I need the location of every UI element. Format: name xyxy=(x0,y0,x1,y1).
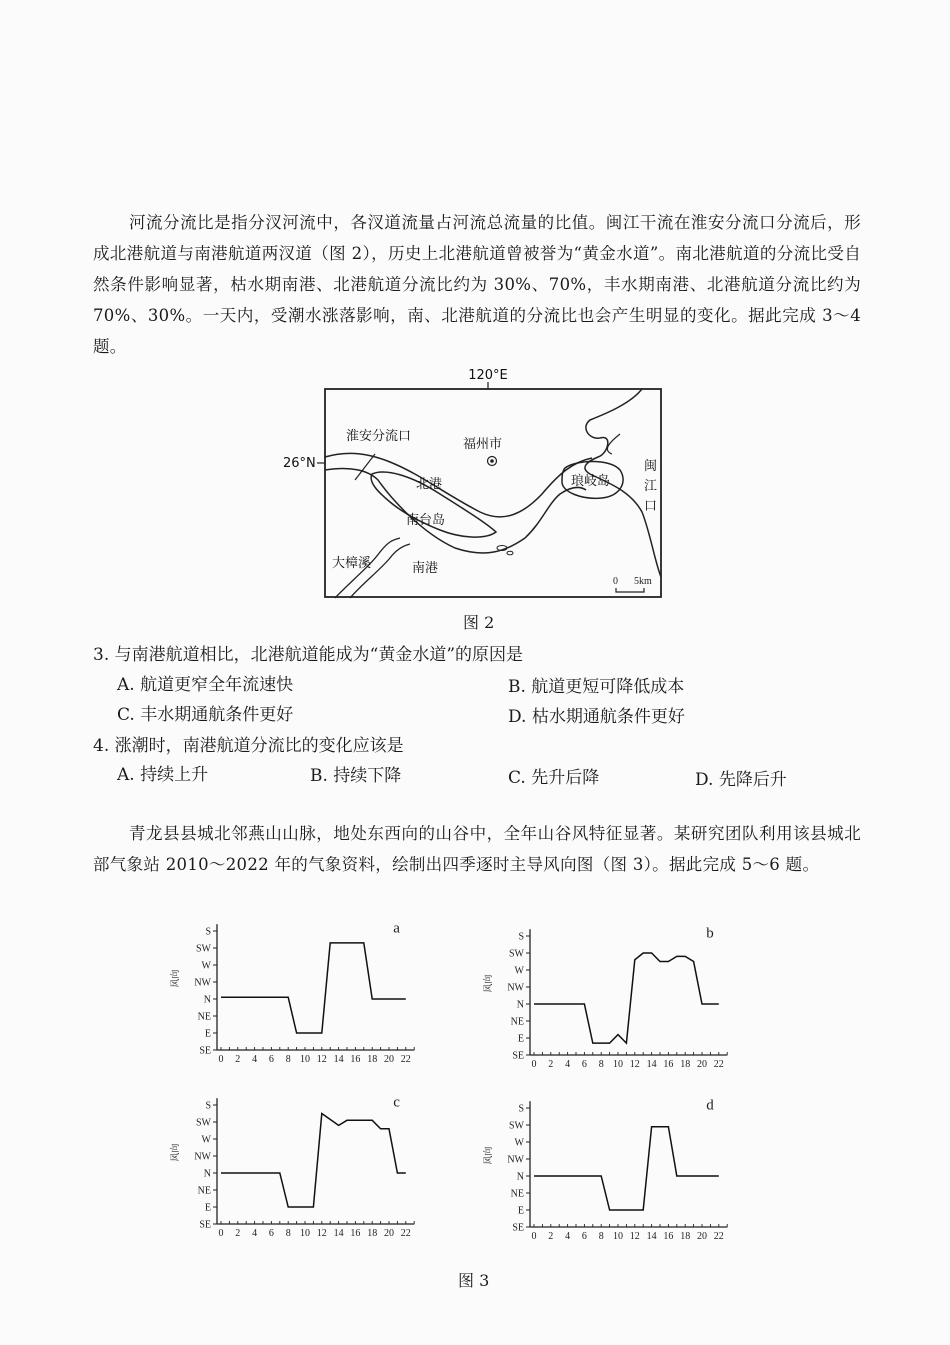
wind-chart-a xyxy=(165,912,455,1077)
x-tick-label: 12 xyxy=(316,1054,327,1065)
wind-chart-c xyxy=(165,1086,455,1251)
x-tick-label: 18 xyxy=(367,1054,378,1065)
x-tick-label: 22 xyxy=(400,1228,411,1239)
x-tick-label: 6 xyxy=(581,1059,587,1070)
huaian-label: 淮安分流口 xyxy=(346,429,412,444)
x-tick-label: 20 xyxy=(384,1054,394,1065)
panel-letter: d xyxy=(706,1097,714,1114)
minjiang-label-1: 闽 xyxy=(644,459,658,474)
x-tick-label: 18 xyxy=(680,1231,691,1242)
q4-option-d[interactable]: D. 先降后升 xyxy=(695,770,787,790)
q3-option-b[interactable]: B. 航道更短可降低成本 xyxy=(508,677,685,697)
passage-2-text: 青龙县县城北邻燕山山脉，地处东西向的山谷中，全年山谷风特征显著。某研究团队利用该县城北部气象站 2010～2022 年的气象资料，绘制出四季逐时主导风向图（图 3）。据此完成 5～6 题。 xyxy=(93,824,861,874)
passage-1 xyxy=(93,207,861,362)
x-tick-label: 0 xyxy=(218,1228,224,1239)
y-tick-label: NE xyxy=(510,1016,524,1028)
x-tick-label: 12 xyxy=(629,1059,640,1070)
scale-zero: 0 xyxy=(613,576,618,587)
y-tick-label: SE xyxy=(512,1050,524,1062)
x-tick-label: 8 xyxy=(285,1228,291,1239)
x-tick-label: 4 xyxy=(252,1054,258,1065)
y-tick-label: W xyxy=(201,1134,211,1146)
x-tick-label: 14 xyxy=(646,1059,657,1070)
wind-chart-b xyxy=(478,917,768,1082)
y-tick-label: S xyxy=(518,931,524,943)
x-tick-label: 4 xyxy=(252,1228,258,1239)
x-tick-label: 0 xyxy=(218,1054,224,1065)
y-tick-label: S xyxy=(205,1100,211,1112)
y-tick-label: S xyxy=(205,926,211,938)
minjiang-label-3: 口 xyxy=(644,499,658,514)
passage-1-text: 河流分流比是指分汊河流中，各汊道流量占河流总流量的比值。闽江干流在淮安分流口分流后，形成北港航道与南港航道两汊道（图 2），历史上北港航道曾被誉为“黄金水道”。南北港航道的分流比受自然条件影响显著，枯水期南港、北港航道分流比约为 30%、70%，丰水期南港、北港航道分流比约为 70%、30%。一天内，受潮水涨落影响，南、北港航道的分流比也会产生明显的变化。据此完成 3～4 题。 xyxy=(93,213,861,356)
wind-direction-line xyxy=(221,943,406,1033)
x-tick-label: 16 xyxy=(663,1231,674,1242)
scale-bar xyxy=(616,588,644,592)
x-tick-label: 20 xyxy=(697,1231,707,1242)
y-tick-label: W xyxy=(201,960,211,972)
y-tick-label: S xyxy=(518,1103,524,1115)
question-4-stem: 4. 涨潮时，南港航道分流比的变化应该是 xyxy=(93,736,404,756)
q3-option-c[interactable]: C. 丰水期通航条件更好 xyxy=(117,705,294,725)
y-axis-title: 风向 xyxy=(484,974,494,993)
y-tick-label: SW xyxy=(509,1120,524,1132)
dazhang-label: 大樟溪 xyxy=(332,556,372,571)
y-tick-label: SW xyxy=(509,948,524,960)
map-frame xyxy=(325,389,661,597)
x-tick-label: 0 xyxy=(531,1059,537,1070)
y-tick-label: SE xyxy=(512,1222,524,1234)
y-tick-label: NW xyxy=(194,1151,211,1163)
x-tick-label: 10 xyxy=(300,1228,310,1239)
x-tick-label: 14 xyxy=(333,1228,344,1239)
x-tick-label: 6 xyxy=(581,1231,587,1242)
y-tick-label: NE xyxy=(197,1011,211,1023)
x-tick-label: 8 xyxy=(598,1231,604,1242)
panel-letter: c xyxy=(393,1094,400,1111)
y-tick-label: SE xyxy=(199,1045,211,1057)
wind-chart-b-svg xyxy=(478,917,768,1082)
x-tick-label: 22 xyxy=(713,1231,724,1242)
nantai-label: 南台岛 xyxy=(406,513,446,528)
q4-option-b[interactable]: B. 持续下降 xyxy=(310,766,402,786)
x-tick-label: 22 xyxy=(400,1054,411,1065)
q4-option-a[interactable]: A. 持续上升 xyxy=(117,765,209,785)
y-tick-label: N xyxy=(203,994,211,1006)
x-tick-label: 14 xyxy=(646,1231,657,1242)
x-tick-label: 14 xyxy=(333,1054,344,1065)
x-tick-label: 8 xyxy=(285,1054,291,1065)
river-north-bank xyxy=(325,453,592,516)
q3-option-d[interactable]: D. 枯水期通航条件更好 xyxy=(508,707,685,727)
x-tick-label: 2 xyxy=(548,1231,554,1242)
y-tick-label: E xyxy=(204,1202,211,1214)
wind-chart-a-svg xyxy=(165,912,455,1077)
x-tick-label: 16 xyxy=(350,1054,361,1065)
y-tick-label: SW xyxy=(196,1117,211,1129)
wind-chart-d-svg xyxy=(478,1089,768,1254)
x-tick-label: 4 xyxy=(565,1231,571,1242)
x-tick-label: 20 xyxy=(697,1059,707,1070)
y-tick-label: SW xyxy=(196,943,211,955)
q4-option-c[interactable]: C. 先升后降 xyxy=(508,768,600,788)
river-south-bank xyxy=(325,468,586,552)
x-tick-label: 20 xyxy=(384,1228,394,1239)
q3-option-a[interactable]: A. 航道更窄全年流速快 xyxy=(117,675,294,695)
fuzhou-label: 福州市 xyxy=(463,437,503,452)
map-figure-2 xyxy=(280,362,680,612)
x-tick-label: 10 xyxy=(613,1231,623,1242)
x-tick-label: 12 xyxy=(629,1231,640,1242)
x-tick-label: 16 xyxy=(350,1228,361,1239)
y-tick-label: NW xyxy=(507,982,524,994)
y-tick-label: NW xyxy=(507,1154,524,1166)
x-tick-label: 2 xyxy=(235,1054,241,1065)
wind-chart-c-svg xyxy=(165,1086,455,1251)
nangang-label: 南港 xyxy=(412,561,439,576)
x-tick-label: 2 xyxy=(548,1059,554,1070)
x-tick-label: 2 xyxy=(235,1228,241,1239)
x-tick-label: 22 xyxy=(713,1059,724,1070)
beigang-label: 北港 xyxy=(416,477,443,492)
y-tick-label: N xyxy=(516,999,524,1011)
x-tick-label: 4 xyxy=(565,1059,571,1070)
y-axis-title: 风向 xyxy=(171,1143,181,1162)
wind-direction-line xyxy=(221,1114,406,1208)
x-tick-label: 18 xyxy=(367,1228,378,1239)
question-3-stem: 3. 与南港航道相比，北港航道能成为“黄金水道”的原因是 xyxy=(93,645,524,665)
wind-direction-line xyxy=(534,953,719,1043)
longitude-label: 120°E xyxy=(468,368,508,383)
y-tick-label: NW xyxy=(194,977,211,989)
y-tick-label: W xyxy=(514,1137,524,1149)
wind-direction-line xyxy=(534,1127,719,1210)
map-svg xyxy=(280,362,680,612)
x-tick-label: 6 xyxy=(268,1054,274,1065)
y-tick-label: N xyxy=(516,1171,524,1183)
y-tick-label: NE xyxy=(510,1188,524,1200)
x-tick-label: 8 xyxy=(598,1059,604,1070)
x-tick-label: 12 xyxy=(316,1228,327,1239)
y-tick-label: E xyxy=(204,1028,211,1040)
x-tick-label: 18 xyxy=(680,1059,691,1070)
x-tick-label: 10 xyxy=(613,1059,623,1070)
y-tick-label: N xyxy=(203,1168,211,1180)
panel-letter: a xyxy=(393,920,400,937)
y-tick-label: E xyxy=(517,1033,524,1045)
scale-label: 5km xyxy=(634,576,652,587)
y-tick-label: NE xyxy=(197,1185,211,1197)
y-tick-label: W xyxy=(514,965,524,977)
passage-2 xyxy=(93,818,861,880)
x-tick-label: 6 xyxy=(268,1228,274,1239)
panel-letter: b xyxy=(706,925,714,942)
figure-2-caption: 图 2 xyxy=(463,613,495,632)
wind-chart-d xyxy=(478,1089,768,1254)
langqi-label: 琅岐岛 xyxy=(571,474,611,489)
latitude-label: 26°N xyxy=(283,456,316,471)
figure-3-caption: 图 3 xyxy=(458,1271,490,1290)
y-tick-label: E xyxy=(517,1205,524,1217)
x-tick-label: 16 xyxy=(663,1059,674,1070)
minjiang-label-2: 江 xyxy=(644,479,658,494)
y-axis-title: 风向 xyxy=(484,1146,494,1165)
x-tick-label: 0 xyxy=(531,1231,537,1242)
y-axis-title: 风向 xyxy=(171,969,181,988)
x-tick-label: 10 xyxy=(300,1054,310,1065)
y-tick-label: SE xyxy=(199,1219,211,1231)
